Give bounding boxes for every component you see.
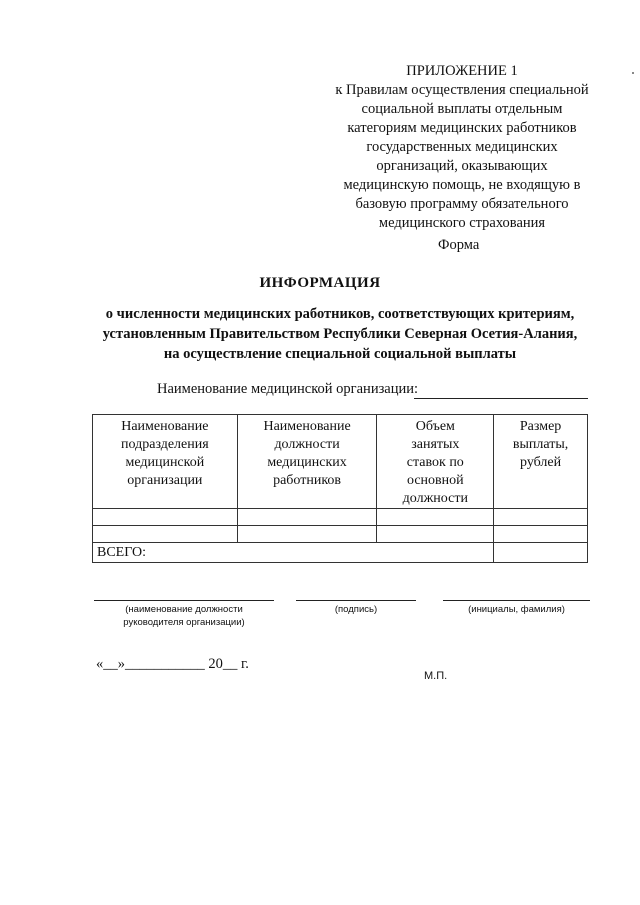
position-caption bbox=[94, 603, 274, 629]
position-signature-line[interactable] bbox=[94, 600, 274, 601]
appendix-header bbox=[312, 62, 612, 233]
table-row bbox=[93, 526, 588, 543]
name-caption: (инициалы, фамилия) bbox=[468, 604, 565, 615]
appendix-line: государственных медицинских bbox=[366, 139, 558, 155]
header-text: основной bbox=[406, 473, 464, 488]
org-name-field[interactable] bbox=[414, 398, 588, 399]
table-cell[interactable] bbox=[377, 526, 494, 543]
info-table bbox=[92, 414, 588, 563]
table-cell[interactable] bbox=[377, 509, 494, 526]
table-row bbox=[93, 509, 588, 526]
table-cell[interactable] bbox=[237, 526, 377, 543]
header-text: Размер bbox=[519, 419, 562, 434]
subtitle-line: на осуществление специальной социальной выплаты bbox=[163, 346, 517, 362]
header-position bbox=[237, 415, 377, 509]
header-text: организации bbox=[127, 473, 203, 488]
name-signature-line[interactable] bbox=[443, 600, 590, 601]
caption-line: руководителя организации) bbox=[123, 617, 245, 628]
header-text: Объем bbox=[415, 419, 455, 434]
header-text: подразделения bbox=[121, 437, 209, 452]
header-text: выплаты, bbox=[512, 437, 569, 452]
org-name-label: Наименование медицинской организации: bbox=[157, 381, 419, 397]
appendix-line: организаций, оказывающих bbox=[376, 158, 548, 174]
subtitle-line: установленным Правительством Республики Северная Осетия-Алания, bbox=[102, 326, 578, 342]
table-header-row bbox=[93, 415, 588, 509]
appendix-line: к Правилам осуществления специальной bbox=[335, 82, 589, 98]
header-text: занятых bbox=[411, 437, 460, 452]
form-label: Форма bbox=[438, 237, 480, 253]
appendix-line: социальной выплаты отдельным bbox=[361, 101, 563, 117]
header-rates bbox=[377, 415, 494, 509]
date-line[interactable]: «__»___________ 20__ г. bbox=[96, 656, 249, 672]
header-payment bbox=[494, 415, 588, 509]
table-cell[interactable] bbox=[93, 509, 238, 526]
header-text: Наименование bbox=[121, 419, 209, 434]
header-text: Наименование bbox=[263, 419, 351, 434]
stamp-place: М.П. bbox=[424, 670, 448, 682]
header-text: ставок по bbox=[406, 455, 464, 470]
table-cell[interactable] bbox=[494, 509, 588, 526]
appendix-line: медицинскую помощь, не входящую в bbox=[343, 177, 581, 193]
header-text: медицинской bbox=[125, 455, 205, 470]
total-label: ВСЕГО: bbox=[93, 543, 494, 563]
table-total-row bbox=[93, 543, 588, 563]
table-cell[interactable] bbox=[494, 526, 588, 543]
document-subtitle bbox=[80, 304, 600, 364]
header-subdivision bbox=[93, 415, 238, 509]
appendix-line: ПРИЛОЖЕНИЕ 1 bbox=[406, 63, 518, 79]
table-cell[interactable] bbox=[93, 526, 238, 543]
caption-line: (наименование должности bbox=[125, 604, 243, 615]
header-text: рублей bbox=[520, 455, 562, 470]
scan-speck bbox=[632, 72, 634, 74]
appendix-line: медицинского страхования bbox=[378, 215, 546, 231]
table-cell[interactable] bbox=[237, 509, 377, 526]
header-text: работников bbox=[273, 473, 342, 488]
total-value-cell[interactable] bbox=[494, 543, 588, 563]
header-text: должности bbox=[274, 437, 340, 452]
document-title: ИНФОРМАЦИЯ bbox=[259, 275, 381, 291]
header-text: медицинских bbox=[267, 455, 347, 470]
header-text: должности bbox=[402, 491, 468, 506]
signature-caption: (подпись) bbox=[334, 604, 378, 615]
signature-line[interactable] bbox=[296, 600, 416, 601]
appendix-line: базовую программу обязательного bbox=[355, 196, 569, 212]
appendix-line: категориям медицинских работников bbox=[347, 120, 577, 136]
subtitle-line: о численности медицинских работников, соответствующих критериям, bbox=[105, 306, 575, 322]
